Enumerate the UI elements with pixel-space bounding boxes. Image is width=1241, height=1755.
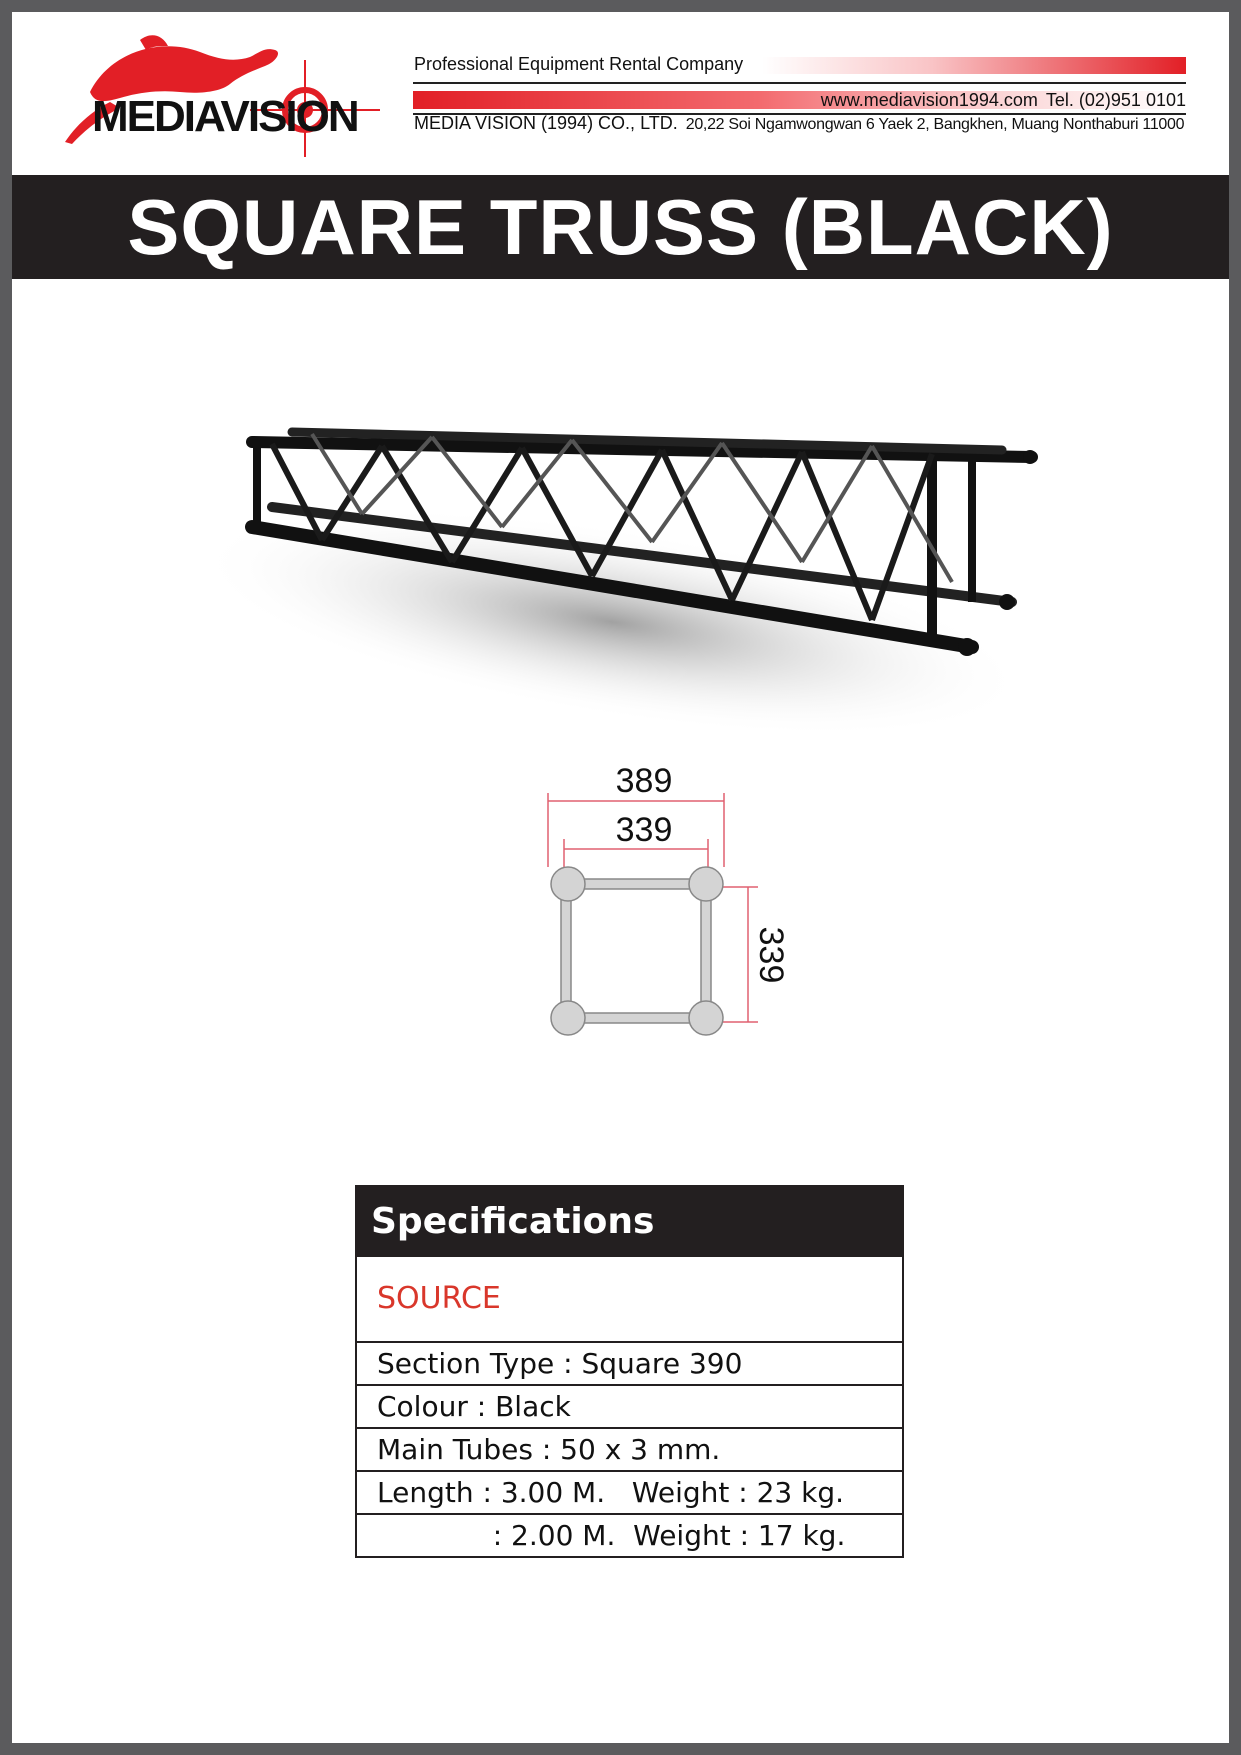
spec-row-length-3m: Length : 3.00 M. Weight : 23 kg. <box>357 1472 902 1515</box>
page-title: SQUARE TRUSS (BLACK) <box>127 183 1114 271</box>
specifications-table <box>355 1185 904 1558</box>
header-divider <box>413 82 1186 84</box>
spec-row-length-2m: : 2.00 M. Weight : 17 kg. <box>377 1519 846 1552</box>
logo-wordmark: MEDIAVISION <box>92 92 358 141</box>
tagline: Professional Equipment Rental Company <box>414 54 744 74</box>
phone-number: Tel. (02)951 0101 <box>1045 90 1186 110</box>
spec-row-section-type: Section Type : Square 390 <box>357 1343 902 1386</box>
company-line <box>414 113 1184 134</box>
specifications-heading: Specifications <box>357 1187 902 1257</box>
source-label: SOURCE <box>357 1257 902 1343</box>
header-accent-bar <box>762 57 1186 74</box>
truss-photo <box>212 402 1052 742</box>
title-band <box>12 175 1229 279</box>
website-link[interactable]: www.mediavision1994.com <box>820 90 1038 110</box>
dimension-inner-width: 339 <box>615 811 673 849</box>
media-vision-logo <box>50 32 390 162</box>
company-address: 20,22 Soi Ngamwongwan 6 Yaek 2, Bangkhen, Muang Nonthaburi 11000 <box>685 116 1185 133</box>
company-name: MEDIA VISION (1994) CO., LTD. <box>414 113 678 133</box>
dimension-height: 339 <box>752 926 790 984</box>
dimension-outer-width: 389 <box>615 762 673 800</box>
spec-row-main-tubes: Main Tubes : 50 x 3 mm. <box>357 1429 902 1472</box>
spec-row-colour: Colour : Black <box>357 1386 902 1429</box>
datasheet-page <box>12 12 1229 1743</box>
contact-info <box>813 90 1186 111</box>
cross-section-diagram <box>532 757 792 1047</box>
